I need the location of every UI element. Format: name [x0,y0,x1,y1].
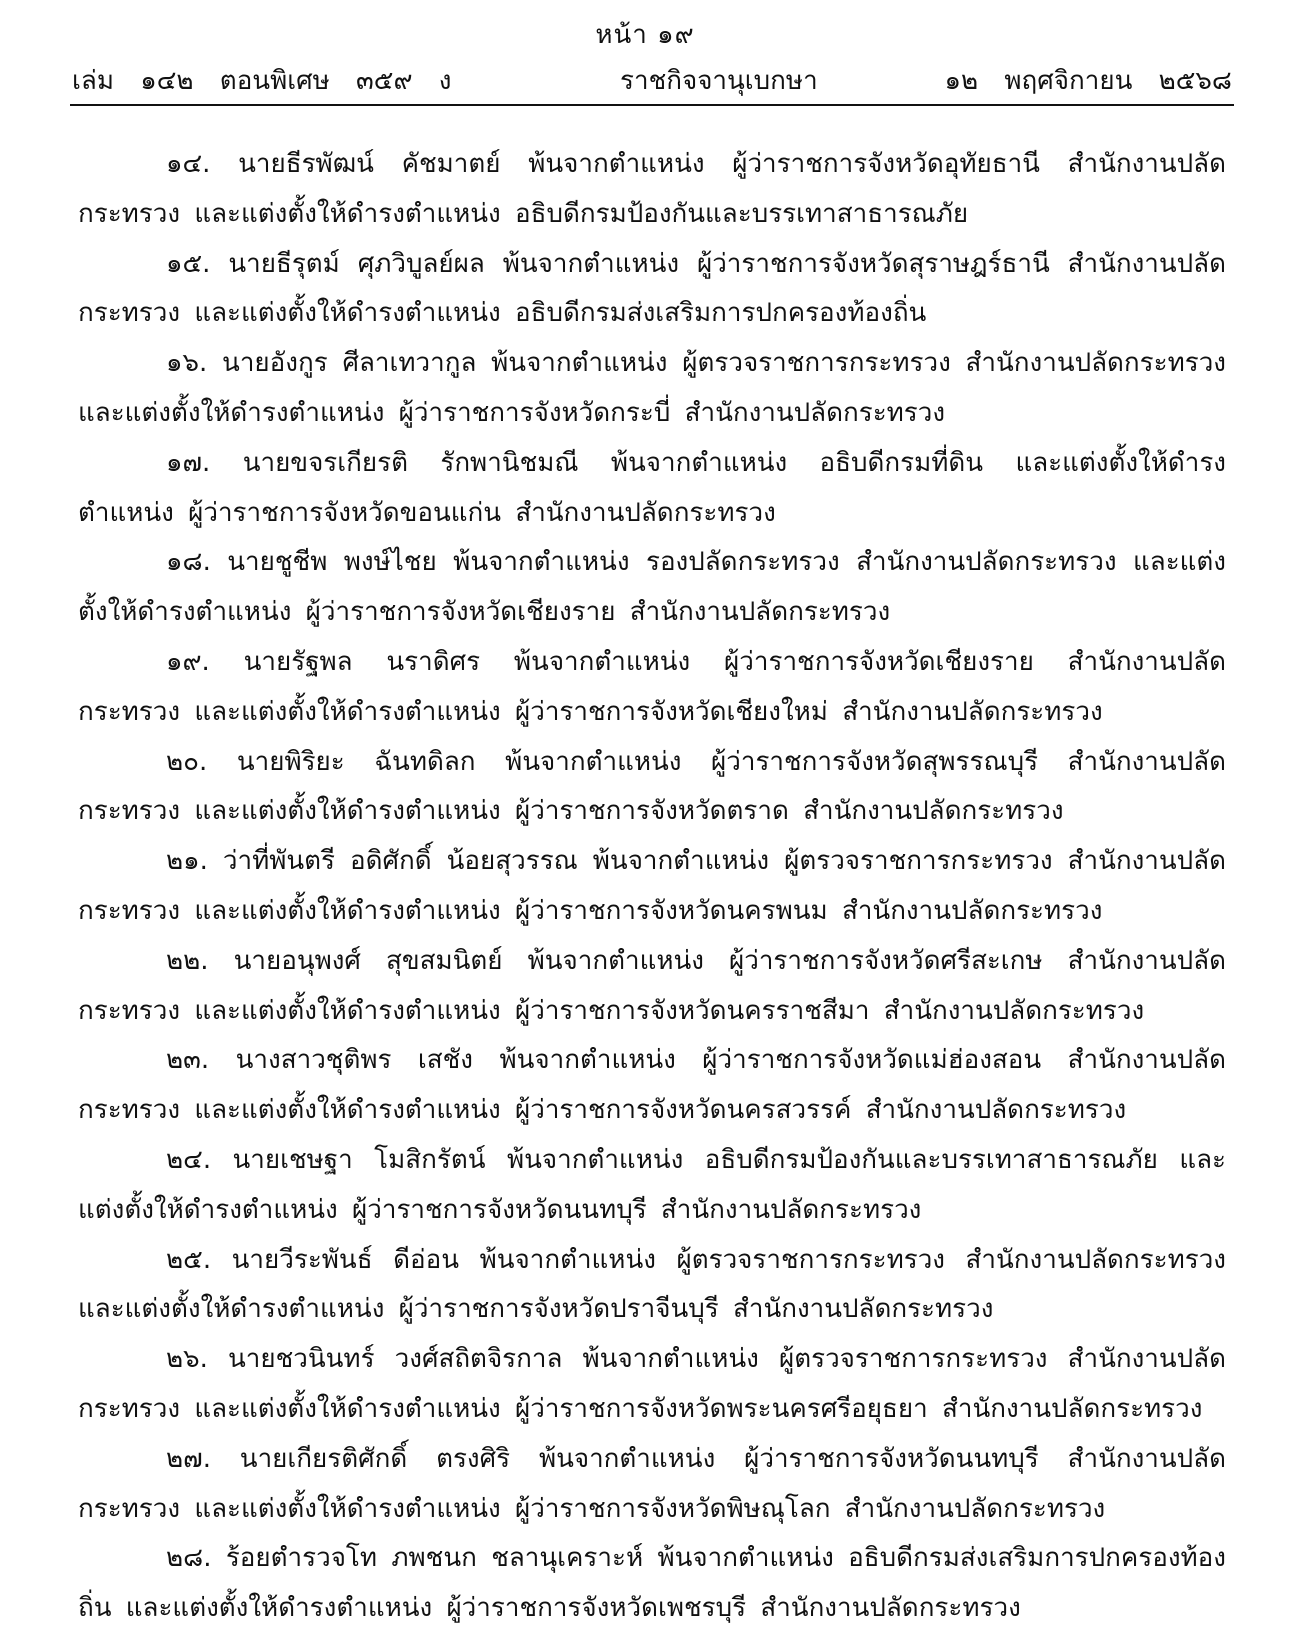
appointment-entry-17: ๑๗. นายขจรเกียรติ รักพานิชมณี พ้นจากตำแหน่ง อธิบดีกรมที่ดิน และแต่งตั้งให้ดำรงตำแหน่ง ผู้ว่าราชการจังหวัดขอนแก่น สำนักงานปลัดกระทรวง [78,447,1226,528]
appointment-entry-20: ๒๐. นายพิริยะ ฉันทดิลก พ้นจากตำแหน่ง ผู้ว่าราชการจังหวัดสุพรรณบุรี สำนักงานปลัดกระทรวง และแต่งตั้งให้ดำรงตำแหน่ง ผู้ว่าราชการจังหวัดตราด สำนักงานปลัดกระทรวง [78,746,1226,827]
volume-issue: เล่ม ๑๔๒ ตอนพิเศษ ๓๕๙ ง [72,66,452,96]
appointment-entry-18: ๑๘. นายชูชีพ พงษ์ไชย พ้นจากตำแหน่ง รองปลัดกระทรวง สำนักงานปลัดกระทรวง และแต่งตั้งให้ดำรงตำแหน่ง ผู้ว่าราชการจังหวัดเชียงราย สำนักงานปลัดกระทรวง [78,547,1226,628]
appointment-entry-15: ๑๕. นายธีรุตม์ ศุภวิบูลย์ผล พ้นจากตำแหน่ง ผู้ว่าราชการจังหวัดสุราษฎร์ธานี สำนักงานปลัดกระทรวง และแต่งตั้งให้ดำรงตำแหน่ง อธิบดีกรมส่งเสริมการปกครองท้องถิ่น [78,248,1226,329]
appointment-entry-21: ๒๑. ว่าที่พันตรี อดิศักดิ์ น้อยสุวรรณ พ้นจากตำแหน่ง ผู้ตรวจราชการกระทรวง สำนักงานปลัดกระทรวง และแต่งตั้งให้ดำรงตำแหน่ง ผู้ว่าราชการจังหวัดนครพนม สำนักงานปลัดกระทรวง [78,846,1226,926]
appointment-entry-24: ๒๔. นายเชษฐา โมสิกรัตน์ พ้นจากตำแหน่ง อธิบดีกรมป้องกันและบรรเทาสาธารณภัย และแต่งตั้งให้ดำรงตำแหน่ง ผู้ว่าราชการจังหวัดนนทบุรี สำนักงานปลัดกระทรวง [78,1144,1226,1225]
appointment-entry-19: ๑๙. นายรัฐพล นราดิศร พ้นจากตำแหน่ง ผู้ว่าราชการจังหวัดเชียงราย สำนักงานปลัดกระทรวง และแต่งตั้งให้ดำรงตำแหน่ง ผู้ว่าราชการจังหวัดเชียงใหม่ สำนักงานปลัดกระทรวง [78,646,1226,727]
appointment-entry-25: ๒๕. นายวีระพันธ์ ดีอ่อน พ้นจากตำแหน่ง ผู้ตรวจราชการกระทรวง สำนักงานปลัดกระทรวง และแต่งตั้งให้ดำรงตำแหน่ง ผู้ว่าราชการจังหวัดปราจีนบุรี สำนักงานปลัดกระทรวง [78,1244,1226,1325]
appointment-entry-27: ๒๗. นายเกียรติศักดิ์ ตรงศิริ พ้นจากตำแหน่ง ผู้ว่าราชการจังหวัดนนทบุรี สำนักงานปลัดกระทรวง และแต่งตั้งให้ดำรงตำแหน่ง ผู้ว่าราชการจังหวัดพิษณุโลก สำนักงานปลัดกระทรวง [78,1443,1226,1524]
appointment-entry-14: ๑๔. นายธีรพัฒน์ คัชมาตย์ พ้นจากตำแหน่ง ผู้ว่าราชการจังหวัดอุทัยธานี สำนักงานปลัดกระทรวง และแต่งตั้งให้ดำรงตำแหน่ง อธิบดีกรมป้องกันและบรรเทาสาธารณภัย [78,149,1226,229]
publication-date: ๑๒ พฤศจิกายน ๒๕๖๘ [944,66,1232,96]
appointment-entry-16: ๑๖. นายอังกูร ศีลาเทวากูล พ้นจากตำแหน่ง ผู้ตรวจราชการกระทรวง สำนักงานปลัดกระทรวง และแต่งตั้งให้ดำรงตำแหน่ง ผู้ว่าราชการจังหวัดกระบี่ สำนักงานปลัดกระทรวง [78,348,1226,428]
appointment-entry-26: ๒๖. นายชวนินทร์ วงศ์สถิตจิรกาล พ้นจากตำแหน่ง ผู้ตรวจราชการกระทรวง สำนักงานปลัดกระทรวง และแต่งตั้งให้ดำรงตำแหน่ง ผู้ว่าราชการจังหวัดพระนครศรีอยุธยา สำนักงานปลัดกระทรวง [78,1344,1226,1424]
appointment-entry-22: ๒๒. นายอนุพงศ์ สุขสมนิตย์ พ้นจากตำแหน่ง ผู้ว่าราชการจังหวัดศรีสะเกษ สำนักงานปลัดกระทรวง และแต่งตั้งให้ดำรงตำแหน่ง ผู้ว่าราชการจังหวัดนครราชสีมา สำนักงานปลัดกระทรวง [78,945,1226,1026]
appointment-entry-28: ๒๘. ร้อยตำรวจโท ภพชนก ชลานุเคราะห์ พ้นจากตำแหน่ง อธิบดีกรมส่งเสริมการปกครองท้องถิ่น และแต่งตั้งให้ดำรงตำแหน่ง ผู้ว่าราชการจังหวัดเพชรบุรี สำนักงานปลัดกระทรวง [78,1543,1226,1624]
page-header [72,60,1232,100]
appointment-entry-23: ๒๓. นางสาวชุติพร เสชัง พ้นจากตำแหน่ง ผู้ว่าราชการจังหวัดแม่ฮ่องสอน สำนักงานปลัดกระทรวง และแต่งตั้งให้ดำรงตำแหน่ง ผู้ว่าราชการจังหวัดนครสวรรค์ สำนักงานปลัดกระทรวง [78,1045,1226,1126]
header-divider [70,104,1234,106]
appointment-list [78,140,1226,1634]
gazette-title: ราชกิจจานุเบกษา [620,66,818,96]
page-number: หน้า ๑๙ [595,20,695,50]
